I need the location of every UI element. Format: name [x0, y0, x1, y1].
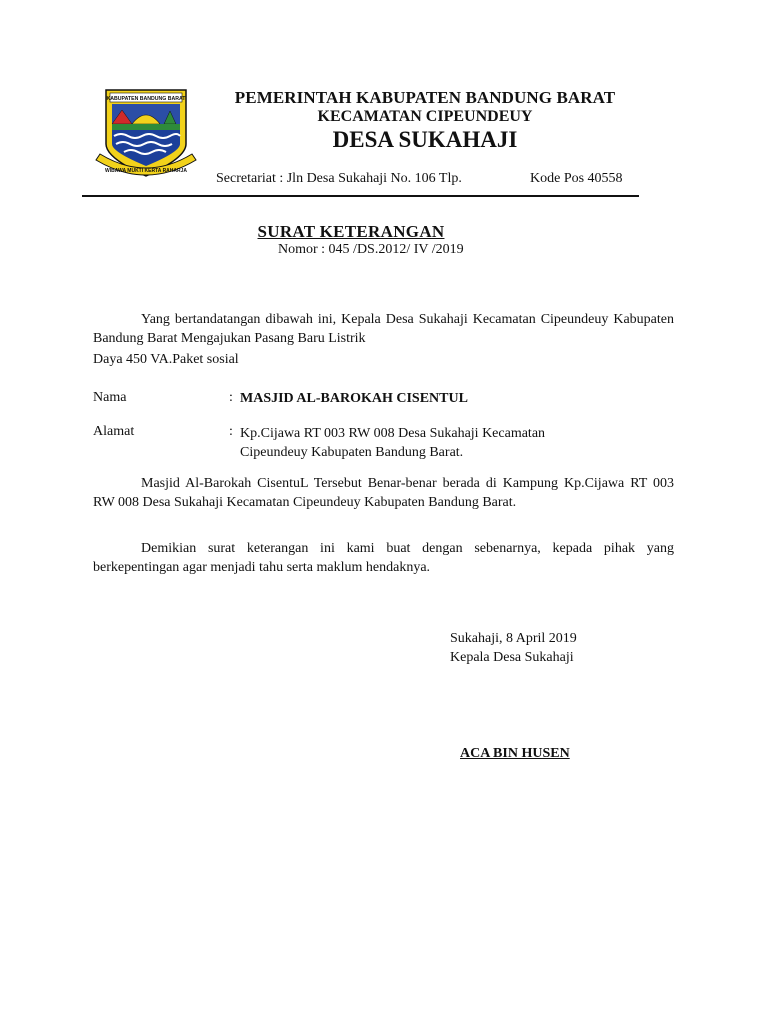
name-value: MASJID AL-BAROKAH CISENTUL: [240, 391, 468, 406]
signature-position: Kepala Desa Sukahaji: [450, 650, 574, 665]
name-label: Nama: [93, 390, 127, 405]
letterhead-address: Secretariat : Jln Desa Sukahaji No. 106 Tlp.: [216, 171, 462, 186]
letterhead-district: KECAMATAN CIPEUNDEUY: [317, 108, 533, 125]
opening-paragraph: [93, 310, 674, 348]
address-value-line2: Cipeundeuy Kabupaten Bandung Barat.: [240, 445, 464, 460]
regency-logo: [92, 86, 200, 186]
name-colon: :: [229, 390, 233, 405]
regency-emblem-icon: [92, 86, 200, 186]
letterhead-government: PEMERINTAH KABUPATEN BANDUNG BARAT: [234, 88, 616, 107]
signatory-name: ACA BIN HUSEN: [460, 746, 570, 761]
letterhead-village: DESA SUKAHAJI: [332, 127, 518, 152]
letterhead-postal-code: Kode Pos 40558: [530, 171, 623, 186]
logo-top-text: KABUPATEN BANDUNG BARAT: [106, 96, 186, 102]
letter-title: SURAT KETERANGAN: [257, 222, 445, 241]
address-label: Alamat: [93, 424, 135, 439]
address-colon: :: [229, 424, 233, 439]
closing-paragraph: [93, 539, 674, 577]
letterhead-divider: [82, 195, 639, 197]
closing-text: Demikian surat keterangan ini kami buat dengan sebenarnya, kepada pihak yang berkepentingan agar menjadi tahu serta maklum hendaknya.: [93, 541, 674, 575]
letter-number: Nomor : 045 /DS.2012/ IV /2019: [278, 242, 464, 257]
logo-motto: WIBAWA MUKTI KERTA RAHARJA: [104, 168, 188, 174]
address-value-line1: Kp.Cijawa RT 003 RW 008 Desa Sukahaji Kecamatan: [240, 426, 546, 441]
statement-text: Masjid Al-Barokah CisentuL Tersebut Benar-benar berada di Kampung Kp.Cijawa RT 003 RW 008 Desa Sukahaji Kecamatan Cipeundeuy Kabupaten Bandung Barat.: [93, 476, 674, 510]
power-line: Daya 450 VA.Paket sosial: [93, 352, 239, 367]
statement-paragraph: [93, 474, 674, 512]
signature-place-date: Sukahaji, 8 April 2019: [450, 631, 577, 646]
opening-text: Yang bertandatangan dibawah ini, Kepala Desa Sukahaji Kecamatan Cipeundeuy Kabupaten Bandung Barat Mengajukan Pasang Baru Listrik: [93, 312, 674, 346]
